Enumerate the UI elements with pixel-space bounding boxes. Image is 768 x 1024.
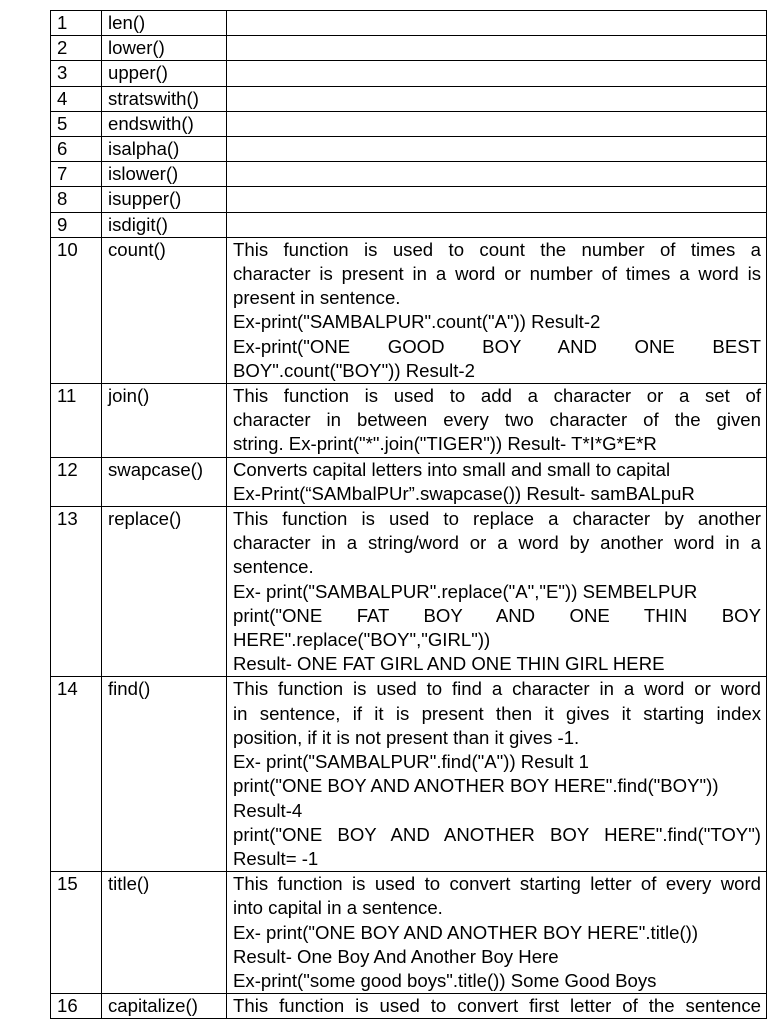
function-name: swapcase() <box>102 457 227 506</box>
table-row <box>51 11 767 36</box>
function-name: title() <box>102 872 227 994</box>
function-description <box>227 137 767 162</box>
table-row <box>51 187 767 212</box>
description-line: position, if it is not present than it gives -1. <box>233 726 580 748</box>
row-number: 13 <box>51 507 102 677</box>
function-description <box>227 677 767 872</box>
description-line: print("ONE BOY AND ANOTHER BOY HERE".find("BOY")) <box>233 775 719 797</box>
function-description <box>227 212 767 237</box>
table-row <box>51 994 767 1019</box>
function-name: stratswith() <box>102 86 227 111</box>
function-name: find() <box>102 677 227 872</box>
row-number: 16 <box>51 994 102 1019</box>
function-name: isdigit() <box>102 212 227 237</box>
table-row <box>51 111 767 136</box>
description-line: character in a string/word or a word by another word in a <box>233 532 761 554</box>
row-number: 6 <box>51 137 102 162</box>
row-number: 5 <box>51 111 102 136</box>
function-description <box>227 111 767 136</box>
description-line: This function is used to convert starting letter of every word <box>233 873 761 895</box>
table-body <box>51 11 767 1019</box>
function-name: replace() <box>102 507 227 677</box>
description-line: in sentence, if it is present then it gives it starting index <box>233 702 761 724</box>
table-row <box>51 86 767 111</box>
row-number: 4 <box>51 86 102 111</box>
description-line: Result- ONE FAT GIRL AND ONE THIN GIRL HERE <box>233 653 665 675</box>
description-line: HERE".replace("BOY","GIRL")) <box>233 629 491 651</box>
table-row <box>51 507 767 677</box>
function-description <box>227 61 767 86</box>
function-name: join() <box>102 384 227 458</box>
function-name: isupper() <box>102 187 227 212</box>
description-line: This function is used to count the number of times a <box>233 238 761 260</box>
description-line: Ex- print("ONE BOY AND ANOTHER BOY HERE".title()) <box>233 921 699 943</box>
table-row <box>51 677 767 872</box>
function-description <box>227 11 767 36</box>
row-number: 7 <box>51 162 102 187</box>
description-line: Ex-print("ONE GOOD BOY AND ONE BEST <box>233 335 761 357</box>
description-line: Ex-Print(“SAMbalPUr”.swapcase()) Result- samBALpuR <box>233 482 695 504</box>
description-line: string. Ex-print("*".join("TIGER")) Result- T*I*G*E*R <box>233 433 657 455</box>
table-row <box>51 36 767 61</box>
table-row <box>51 872 767 994</box>
function-description <box>227 162 767 187</box>
function-description <box>227 457 767 506</box>
row-number: 8 <box>51 187 102 212</box>
function-description <box>227 507 767 677</box>
row-number: 12 <box>51 457 102 506</box>
description-line: BOY".count("BOY")) Result-2 <box>233 359 475 381</box>
row-number: 9 <box>51 212 102 237</box>
row-number: 11 <box>51 384 102 458</box>
function-name: islower() <box>102 162 227 187</box>
function-description <box>227 994 767 1019</box>
description-line: Result-4 <box>233 799 303 821</box>
function-description <box>227 187 767 212</box>
function-description <box>227 237 767 383</box>
table-row <box>51 137 767 162</box>
row-number: 1 <box>51 11 102 36</box>
function-name: lower() <box>102 36 227 61</box>
table-row <box>51 162 767 187</box>
description-line: print("ONE BOY AND ANOTHER BOY HERE".find("TOY") <box>233 823 761 845</box>
table-row <box>51 384 767 458</box>
function-name: len() <box>102 11 227 36</box>
description-line: Result= -1 <box>233 847 319 869</box>
function-description <box>227 872 767 994</box>
description-line: Result- One Boy And Another Boy Here <box>233 945 559 967</box>
description-line: character is present in a word or number of times a word is <box>233 263 761 285</box>
row-number: 14 <box>51 677 102 872</box>
description-line: This function is used to convert first letter of the sentence <box>233 995 761 1017</box>
description-line: Ex-print("SAMBALPUR".count("A")) Result-2 <box>233 311 601 333</box>
description-line: present in sentence. <box>233 287 401 309</box>
row-number: 15 <box>51 872 102 994</box>
function-name: count() <box>102 237 227 383</box>
function-description <box>227 384 767 458</box>
function-name: isalpha() <box>102 137 227 162</box>
table-row <box>51 457 767 506</box>
description-line: print("ONE FAT BOY AND ONE THIN BOY <box>233 604 761 626</box>
table-row <box>51 237 767 383</box>
row-number: 10 <box>51 237 102 383</box>
function-name: capitalize() <box>102 994 227 1019</box>
description-line: This function is used to replace a character by another <box>233 508 761 530</box>
description-line: This function is used to add a character or a set of <box>233 385 761 407</box>
row-number: 3 <box>51 61 102 86</box>
function-description <box>227 36 767 61</box>
description-line: Ex-print("some good boys".title()) Some Good Boys <box>233 969 657 991</box>
function-description <box>227 86 767 111</box>
description-line: Ex- print("SAMBALPUR".replace("A","E")) SEMBELPUR <box>233 580 698 602</box>
description-line: Ex- print("SAMBALPUR".find("A")) Result 1 <box>233 751 590 773</box>
row-number: 2 <box>51 36 102 61</box>
string-functions-table <box>50 10 767 1019</box>
table-row <box>51 61 767 86</box>
function-name: upper() <box>102 61 227 86</box>
description-line: into capital in a sentence. <box>233 897 443 919</box>
description-line: sentence. <box>233 556 314 578</box>
description-line: This function is used to find a character in a word or word <box>233 678 761 700</box>
table-row <box>51 212 767 237</box>
description-line: Converts capital letters into small and small to capital <box>233 458 671 480</box>
function-name: endswith() <box>102 111 227 136</box>
description-line: character in between every two character of the given <box>233 409 761 431</box>
